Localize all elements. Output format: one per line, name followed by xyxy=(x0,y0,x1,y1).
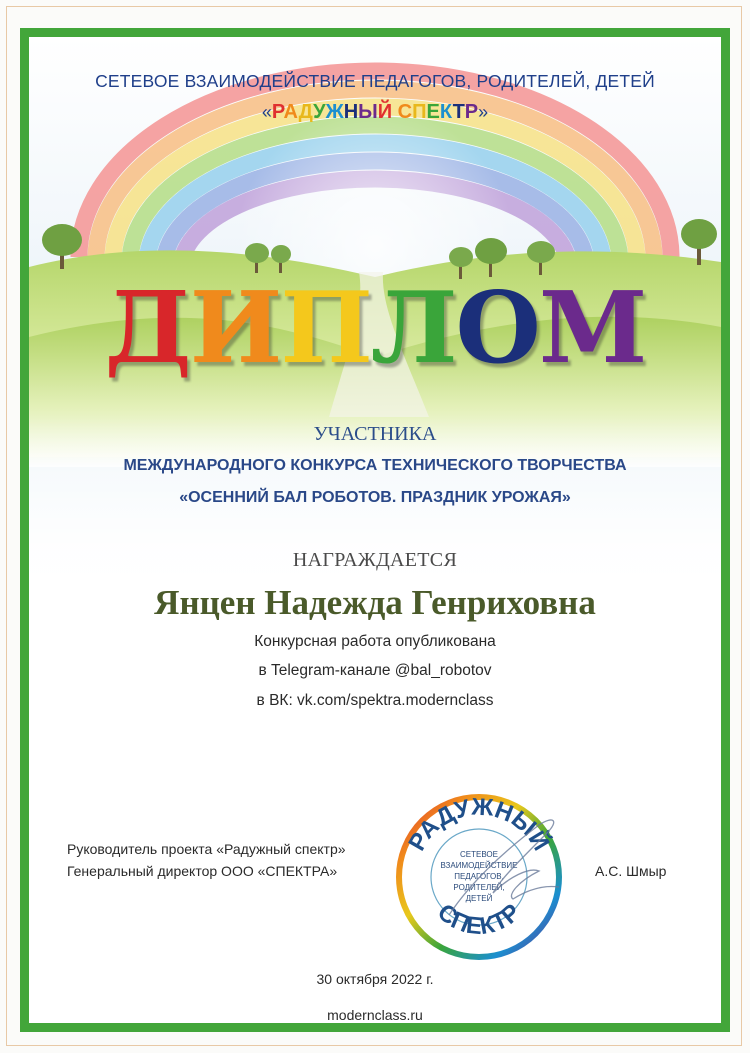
seal-bottom-text: СПЕКТР xyxy=(432,898,526,941)
title-letter: Д xyxy=(104,271,190,386)
quote-close: » xyxy=(478,102,489,122)
website-link[interactable]: modernclass.ru xyxy=(327,1007,423,1023)
contest-line-2: «ОСЕННИЙ БАЛ РОБОТОВ. ПРАЗДНИК УРОЖАЯ» xyxy=(179,489,571,506)
title-letter: М xyxy=(538,271,646,386)
recipient-name: Янцен Надежда Генриховна xyxy=(154,583,596,622)
seal-top-text: РАДУЖНЫЙ xyxy=(403,793,555,856)
network-title: СЕТЕВОЕ ВЗАИМОДЕЙСТВИЕ ПЕДАГОГОВ, РОДИТЕЛЕЙ, ДЕТЕЙ xyxy=(95,71,655,91)
participant-label: УЧАСТНИКА xyxy=(313,423,437,445)
signer-role-2: Генеральный директор ООО «СПЕКТРА» xyxy=(67,863,338,879)
seal-center-line: РОДИТЕЛЕЙ, xyxy=(453,883,505,892)
signer-name: А.С. Шмыр xyxy=(595,863,667,879)
publication-line-3: в ВК: vk.com/spektra.modernclass xyxy=(256,692,494,709)
quote-open: « xyxy=(261,102,272,122)
seal-center-line: ВЗАИМОДЕЙСТВИЕ xyxy=(440,861,518,870)
contest-line-1: МЕЖДУНАРОДНОГО КОНКУРСА ТЕХНИЧЕСКОГО ТВОРЧЕСТВА xyxy=(123,457,627,474)
stamp-seal xyxy=(389,785,569,965)
issue-date: 30 октября 2022 г. xyxy=(316,971,434,987)
seal-center-line: ПЕДАГОГОВ, xyxy=(454,872,504,881)
title-letter: О xyxy=(455,271,539,386)
publication-line-2: в Telegram-канале @bal_robotov xyxy=(258,662,492,679)
title-letter: П xyxy=(280,271,371,386)
title-letter: Л xyxy=(370,271,456,386)
signer-role-1: Руководитель проекта «Радужный спектр» xyxy=(67,841,346,857)
brand-line xyxy=(29,101,721,124)
seal-center-line: ДЕТЕЙ xyxy=(465,894,493,903)
diploma-frame xyxy=(20,28,730,1032)
seal-center-line: СЕТЕВОЕ xyxy=(460,850,498,859)
publication-line-1: Конкурсная работа опубликована xyxy=(254,633,496,650)
awarded-label: НАГРАЖДАЕТСЯ xyxy=(292,549,458,571)
title-letter: И xyxy=(189,271,281,386)
diploma-title xyxy=(29,271,721,386)
brand-name: РАДУЖНЫЙ СПЕКТР xyxy=(271,101,479,123)
